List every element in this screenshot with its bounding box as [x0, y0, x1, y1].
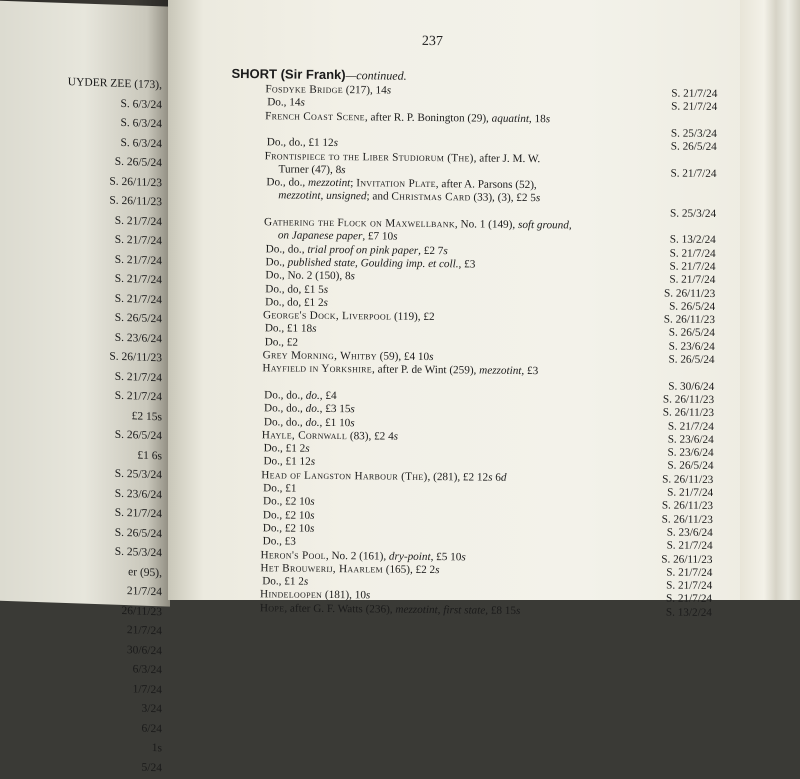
left-page-text — [0, 70, 162, 778]
entry-text: (119), £2 — [391, 310, 435, 324]
entry-text: s — [310, 496, 315, 509]
left-page-line: S. 26/5/24 — [114, 428, 162, 443]
entry-text: Do., do., — [266, 176, 309, 189]
sale-date: S. 26/11/23 — [661, 513, 713, 526]
left-page-line: S. 26/11/23 — [109, 350, 162, 365]
entry-text: Do., do, £1 5 — [265, 282, 324, 296]
entry-description — [267, 96, 305, 110]
entry-text: s — [393, 430, 399, 443]
entry-text: Do., £2 10 — [263, 495, 311, 509]
entry-text: s — [350, 270, 356, 283]
print-title: Christmas Card — [391, 191, 471, 204]
entry-text: Do., £1 2 — [262, 575, 304, 588]
entry-text: 6 — [492, 471, 501, 484]
entry-text: s — [461, 550, 466, 563]
left-page-line: 1/7/24 — [132, 682, 162, 696]
entry-text: s — [305, 442, 310, 455]
left-page-line: 21/7/24 — [126, 624, 162, 638]
left-page-line: S. 26/5/24 — [114, 526, 162, 540]
left-page-line: S. 21/7/24 — [114, 506, 162, 521]
sale-date: S. 21/7/24 — [669, 273, 716, 287]
entry-text: s — [488, 471, 493, 484]
print-title: Hayle, Cornwall — [261, 429, 348, 442]
entry-text: mezzotint — [479, 364, 522, 378]
entry-description — [264, 441, 310, 455]
sale-date: S. 21/7/24 — [667, 420, 714, 433]
sale-date: S. 21/7/24 — [666, 539, 713, 553]
print-title: Head of Langston Harbour (The) — [261, 468, 428, 483]
entry-text: , (281), £2 12 — [427, 470, 489, 484]
entry-text: , after A. Parsons (52), — [435, 178, 537, 192]
left-page-line: S. 26/5/24 — [114, 155, 162, 170]
entry-text: s — [310, 456, 316, 469]
entry-text: do. — [305, 402, 320, 416]
entry-text: Do., £1 12 — [263, 455, 311, 469]
entry-text: mezzotint, first state — [395, 603, 486, 617]
entry-text: Do., do., — [263, 415, 306, 429]
entry-text: s — [429, 351, 434, 364]
artist-name: SHORT (Sir Frank) — [231, 65, 346, 83]
left-page-line: S. 23/6/24 — [114, 487, 162, 501]
entry-text: , No. 1 (149), — [454, 218, 519, 231]
entry-text: , after J. M. W. — [473, 151, 541, 165]
print-title: Invitation Plate — [356, 177, 436, 191]
left-page-line: S. 26/11/23 — [109, 194, 162, 209]
sale-date: S. 26/11/23 — [661, 552, 713, 566]
left-page-line: £2 15s — [131, 409, 162, 423]
print-title: Hayfield in Yorkshire — [262, 362, 373, 376]
entry-text: s — [350, 403, 355, 416]
entry-text: , 18 — [528, 112, 546, 125]
left-page-line: 21/7/24 — [126, 585, 162, 599]
entry-text: s — [323, 296, 329, 309]
print-title: Fosdyke Bridge — [265, 83, 344, 97]
entry-text: s — [365, 589, 371, 602]
entry-text: s — [309, 522, 315, 535]
left-page-line: S. 21/7/24 — [114, 233, 162, 248]
left-page-line: S. 21/7/24 — [114, 370, 162, 384]
entry-text: s — [545, 112, 551, 125]
entry-description — [263, 495, 315, 510]
left-facing-page — [0, 0, 170, 774]
left-page-line: S. 26/11/23 — [109, 175, 162, 189]
left-page-line: £1 6s — [137, 448, 162, 462]
entry-description — [263, 455, 315, 470]
entry-text: Do., do., — [263, 402, 306, 415]
sale-date: S. 21/7/24 — [666, 566, 713, 579]
left-page-line: S. 23/6/24 — [114, 331, 162, 345]
left-page-line: 6/3/24 — [132, 663, 162, 677]
entry-text: s — [435, 563, 440, 576]
entry-text: Do., £3 — [262, 535, 296, 548]
left-page-line: S. 25/3/24 — [114, 545, 162, 560]
entry-text: Do., £1 2 — [263, 442, 306, 455]
entry-text: do. — [305, 416, 320, 429]
left-page-line: S. 21/7/24 — [114, 292, 162, 306]
sale-date: S. 23/6/24 — [667, 433, 714, 446]
entry-text: aquatint — [491, 112, 530, 125]
sale-date: S. 21/7/24 — [665, 592, 713, 606]
entry-text: Turner (47), 8 — [278, 163, 342, 176]
entry-text: Do., do., — [265, 242, 308, 256]
entry-description — [263, 521, 315, 536]
entry-text: trial proof on pink paper — [307, 243, 419, 257]
continued-label: —continued. — [345, 68, 407, 83]
entry-text: Do., £1 18 — [264, 322, 313, 336]
sale-date: S. 25/3/24 — [670, 127, 718, 140]
entry-text: Do., do., £1 12 — [266, 136, 334, 150]
left-page-line: 5/24 — [141, 761, 162, 774]
print-title: Hindeloopen — [260, 588, 323, 602]
print-title: French Coast Scene — [265, 109, 365, 123]
entry-text: s — [443, 244, 448, 257]
sale-date: S. 13/2/24 — [669, 233, 716, 247]
left-page-line: S. 26/5/24 — [114, 311, 162, 326]
entry-text: , after P. de Wint (259), — [371, 363, 480, 377]
entry-text: s — [341, 163, 346, 176]
sale-date: S. 23/6/24 — [666, 526, 713, 539]
entry-text: Do., do., — [264, 389, 306, 402]
entry-text: , £5 10 — [430, 550, 462, 563]
entry-text: do. — [305, 389, 320, 402]
sale-date: S. 21/7/24 — [671, 87, 718, 101]
entry-text: s — [323, 283, 329, 296]
entry-text: Do., do, £1 2 — [265, 296, 324, 309]
entry-text: on Japanese paper — [277, 229, 363, 243]
entry-text: , £8 15 — [485, 604, 517, 617]
entry-text: mezzotint, unsigned — [278, 189, 367, 203]
print-title: Gathering the Flock on Maxwellbank — [263, 216, 455, 231]
entry-text: (33), (3), £2 5 — [470, 191, 536, 205]
sale-date: S. 23/6/24 — [667, 446, 714, 460]
entry-text: Do., £2 — [264, 335, 299, 349]
entry-text: s — [515, 604, 521, 617]
sale-date: S. 26/5/24 — [669, 300, 716, 313]
left-page-line: 30/6/24 — [126, 643, 162, 657]
entry-description — [263, 508, 315, 523]
right-page — [168, 0, 758, 619]
entry-description — [265, 322, 317, 337]
page-stack-edge — [740, 0, 800, 600]
entry-text: , £7 10 — [362, 230, 394, 243]
entry-description — [263, 534, 296, 548]
sale-date: S. 21/7/24 — [671, 100, 718, 114]
sale-date: S. 25/3/24 — [670, 207, 717, 220]
left-page-line: UYDER ZEE (173), — [67, 76, 162, 92]
entry-text: soft ground, — [517, 218, 572, 232]
entry-text: s — [310, 509, 315, 522]
sale-date: S. 30/6/24 — [668, 380, 715, 393]
left-page-line: er (95), — [128, 565, 162, 579]
sale-date: S. 26/5/24 — [668, 326, 715, 340]
sale-date: S. 21/7/24 — [669, 260, 716, 273]
entry-text: Do., — [265, 256, 288, 269]
left-page-line: S. 21/7/24 — [114, 272, 162, 287]
left-page-line: S. 21/7/24 — [114, 214, 162, 228]
entry-text: , £4 — [319, 389, 337, 402]
page-number: 237 — [421, 33, 443, 50]
left-page-line: S. 6/3/24 — [120, 97, 162, 111]
page-content — [231, 30, 718, 619]
entry-text: s — [333, 137, 339, 150]
entry-text: Do., 14 — [267, 96, 301, 109]
sale-date: S. 26/11/23 — [664, 286, 716, 300]
entry-text: s — [300, 96, 305, 110]
entry-text: s — [303, 575, 309, 588]
entry-text: Do., £1 — [263, 482, 297, 495]
sale-date: S. 26/5/24 — [670, 140, 717, 154]
sale-date: S. 21/7/24 — [670, 167, 717, 180]
sale-date: S. 26/11/23 — [662, 473, 714, 486]
entry-text: , after G. F. Watts (236), — [284, 602, 396, 616]
print-title: Grey Morning, Whitby — [262, 349, 377, 363]
left-page-line: S. 21/7/24 — [114, 253, 162, 267]
left-page-line: S. 25/3/24 — [114, 467, 162, 482]
entry-description — [263, 481, 296, 495]
entry-description — [262, 574, 308, 588]
left-page-line: S. 21/7/24 — [114, 389, 162, 404]
entry-text: (83), £2 4 — [347, 429, 394, 443]
entry-text: published state, Goulding imp. et coll. — [287, 256, 459, 271]
entry-text: , No. 2 (161), — [325, 549, 390, 563]
entry-text: d — [500, 471, 507, 484]
left-page-line: 6/24 — [141, 722, 162, 735]
sale-date: S. 26/11/23 — [662, 406, 715, 420]
sale-date: S. 26/5/24 — [668, 353, 715, 367]
print-title: Heron's Pool — [260, 548, 326, 562]
entry-description — [260, 601, 521, 618]
left-page-line: S. 6/3/24 — [120, 136, 162, 150]
left-page-line: 26/11/23 — [121, 604, 162, 618]
entry-text: Do., No. 2 (150), 8 — [265, 269, 351, 283]
sale-date: S. 21/7/24 — [666, 579, 713, 593]
entry-text: , £3 15 — [319, 403, 351, 416]
entry-text: , £3 — [458, 258, 476, 271]
artist-heading — [231, 66, 406, 84]
sale-date: S. 21/7/24 — [669, 247, 716, 260]
entry-text: (165), £2 2 — [382, 563, 436, 576]
print-title: Frontispiece to the Liber Studiorum (The) — [264, 149, 474, 164]
sale-date: S. 26/11/23 — [663, 313, 716, 327]
print-title: George's Dock, Liverpool — [262, 309, 392, 323]
print-title: Het Brouwerij, Haarlem — [260, 562, 384, 576]
entry-text: Do., £2 10 — [262, 522, 311, 535]
sale-date: S. 26/11/23 — [661, 499, 714, 513]
entry-text: (217), 14 — [342, 84, 387, 97]
sale-date: S. 26/11/23 — [662, 393, 715, 406]
entry-text: s — [535, 192, 541, 205]
entry-text: mezzotint — [307, 176, 351, 190]
left-page-line: 3/24 — [141, 702, 162, 716]
entry-text: Do., £2 10 — [262, 508, 311, 522]
print-title: Hope — [259, 601, 285, 615]
entry-text: , £1 10 — [319, 416, 351, 429]
entry-text: ; and — [366, 190, 392, 204]
entry-text: , £3 — [521, 365, 539, 378]
entry-text: s — [386, 84, 392, 97]
sale-date: S. 23/6/24 — [668, 340, 715, 353]
sale-date: S. 13/2/24 — [665, 606, 712, 619]
entry-text: , after R. P. Bonington (29), — [364, 110, 492, 125]
left-page-line: S. 6/3/24 — [120, 116, 162, 131]
entry-text: s — [393, 230, 398, 243]
left-page-line: 1s — [151, 741, 162, 755]
entry-text: s — [312, 323, 317, 336]
sale-date: S. 26/5/24 — [667, 459, 714, 473]
entry-text: (181), 10 — [322, 589, 367, 602]
entry-text: dry-point — [388, 550, 431, 563]
entry-text: (59), £4 10 — [376, 350, 430, 364]
entry-text: ; — [350, 177, 357, 190]
sale-date: S. 21/7/24 — [667, 486, 714, 500]
entry-text: s — [350, 416, 355, 429]
entry-description — [265, 335, 298, 349]
entry-text: , £2 7 — [418, 244, 444, 257]
